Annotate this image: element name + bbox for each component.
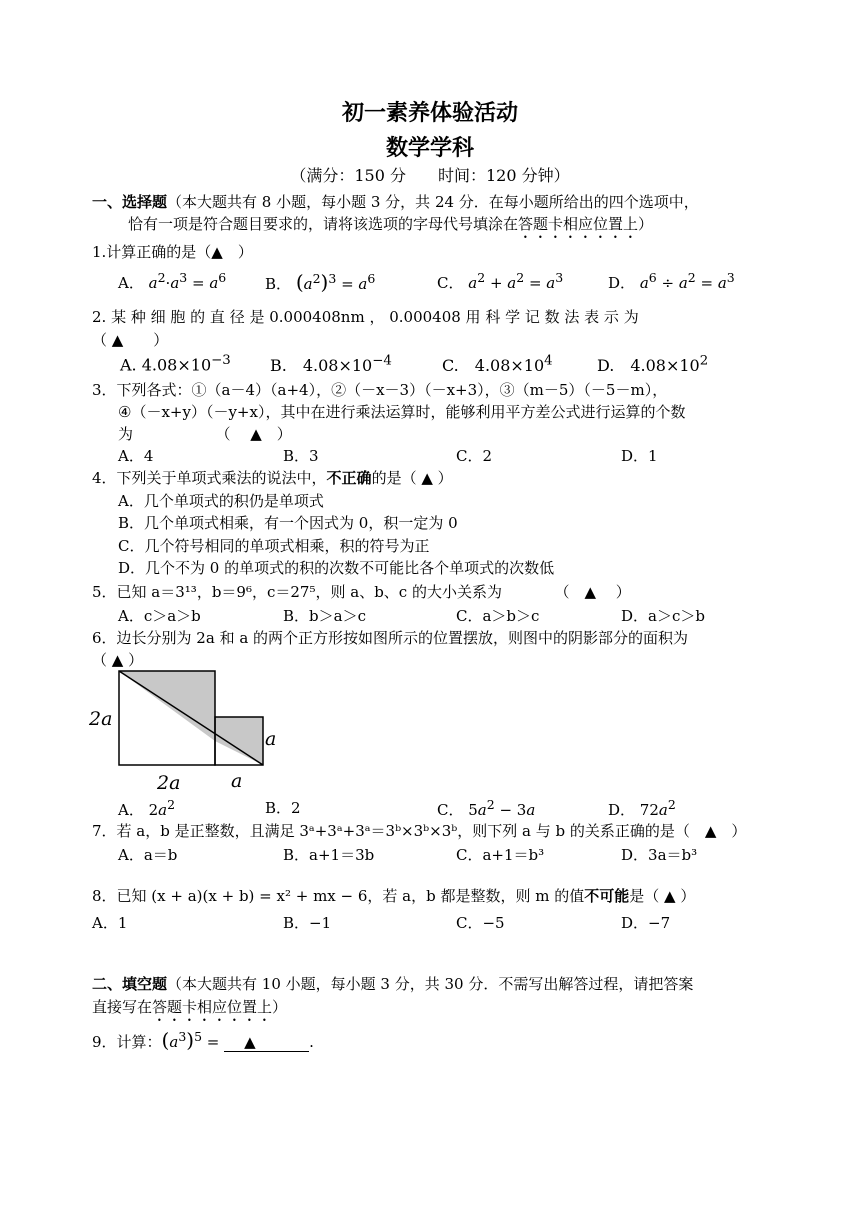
q8-stem: 8．已知 (x + a)(x + b) = x² + mx − 6，若 a，b 都是整数，则 m 的值不可能是（ ▲ ） [92,887,696,905]
q8-option-b: B．−1 [283,914,332,932]
q6-stem: 6．边长分别为 2a 和 a 的两个正方形按如图所示的位置摆放，则图中的阴影部分的面积为 [92,629,689,647]
q3-option-c: C．2 [456,447,493,465]
section1-intro-line2: 恰有一项是符合题目要求的，请将该选项的字母代号填涂在答题卡相应位置上） [128,215,654,233]
q3-stem-line2: ④（－x+y）（－y+x），其中在进行乘法运算时，能够利用平方差公式进行运算的个数 [118,403,686,421]
q6-option-a: A． $2a^2$ [118,797,176,819]
shaded-triangle-top [119,671,215,741]
q6-option-b: B．2 [265,799,301,817]
q5-option-a: A．c＞a＞b [118,607,201,625]
q7-stem: 7．若 a，b 是正整数，且满足 3ᵃ+3ᵃ+3ᵃ＝3ᵇ×3ᵇ×3ᵇ，则下列 a 与 b 的关系正确的是（ ▲ ） [92,822,747,840]
q3-option-a: A．4 [118,447,154,465]
shaded-quad-small [215,717,263,765]
q5-option-c: C．a＞b＞c [456,607,540,625]
label-a-bottom: a [231,770,243,792]
q1-stem: 1.计算正确的是（▲ ） [92,243,253,261]
label-2a-bottom: 2a [157,772,181,794]
q4-option-a: A．几个单项式的积仍是单项式 [118,492,324,510]
q5-option-d: D．a＞c＞b [621,607,705,625]
q6-option-c: C． $5a^2 - 3a$ [437,797,536,819]
page-subtitle: 数学学科 [385,135,474,161]
q9-stem: 9．计算：$(a^3)^5$ = ▲ . [92,1028,314,1052]
q9-answer-blank[interactable]: ▲ [224,1033,309,1052]
q5-stem: 5．已知 a＝3¹³，b＝9⁶，c＝27⁵，则 a、b、c 的大小关系为 （ ▲ ） [92,583,631,601]
q2-option-b: B. $4.08\times 10^{-4}$ [270,353,392,375]
page-title: 初一素养体验活动 [341,100,518,126]
q8-option-c: C．−5 [456,914,505,932]
q3-option-d: D．1 [621,447,658,465]
section1-intro: 一、选择题（本大题共有 8 小题，每小题 3 分，共 24 分．在每小题所给出的四个选项中， [92,193,699,211]
q2-stem: 2. 某 种 细 胞 的 直 径 是 0.000408nm ， 0.000408 用 科 学 记 数 法 表 示 为 [92,308,639,326]
q4-option-b: B．几个单项式相乘，有一个因式为 0，积一定为 0 [118,514,458,532]
q4-option-d: D．几个不为 0 的单项式的积的次数不可能比各个单项式的次数低 [118,559,555,577]
q4-stem: 4．下列关于单项式乘法的说法中，不正确的是（ ▲ ） [92,469,453,487]
q6-stem-line2: （ ▲ ） [92,651,144,669]
q8-option-a: A．1 [92,914,128,932]
q7-option-b: B．a+1＝3b [283,846,375,864]
q7-option-d: D．3a＝b³ [621,846,698,864]
q2-stem-line2: （ ▲ ） [92,331,169,349]
q2-option-a: A. $4.08\times 10^{-3}$ [120,353,231,375]
q6-figure [85,665,295,795]
label-a-right: a [265,728,277,750]
label-2a-left: 2a [89,708,113,730]
q3-stem-line3: 为 （ ▲ ） [118,425,292,443]
q1-option-c: C． $a^2 + a^2 = a^3$ [437,270,564,292]
section2-intro-line2: 直接写在答题卡相应位置上） [92,998,288,1016]
q2-option-c: C. $4.08\times 10^4$ [442,353,553,375]
q1-option-d: D． $a^6 \div a^2 = a^3$ [608,270,735,292]
q2-option-d: D. $4.08\times 10^2$ [597,353,709,375]
q4-option-c: C．几个符号相同的单项式相乘，积的符号为正 [118,537,430,555]
q8-option-d: D．−7 [621,914,671,932]
section2-intro: 二、填空题（本大题共有 10 小题，每小题 3 分，共 30 分．不需写出解答过程，请把答案 [92,975,694,993]
q1-option-a: A． $a^2\cdot a^3 = a^6$ [118,270,227,292]
q3-stem: 3．下列各式：①（a－4）（a+4），②（－x－3）（－x+3），③（m－5）（－5－m）， [92,381,668,399]
q3-option-b: B．3 [283,447,319,465]
exam-meta: （满分：150 分 时间：120 分钟） [290,166,570,185]
q5-option-b: B．b＞a＞c [283,607,366,625]
q6-option-d: D． $72a^2$ [608,797,676,819]
q7-option-c: C．a+1＝b³ [456,846,545,864]
q1-option-b: B． $(a^2)^3 = a^6$ [265,270,376,294]
q7-option-a: A．a＝b [118,846,178,864]
